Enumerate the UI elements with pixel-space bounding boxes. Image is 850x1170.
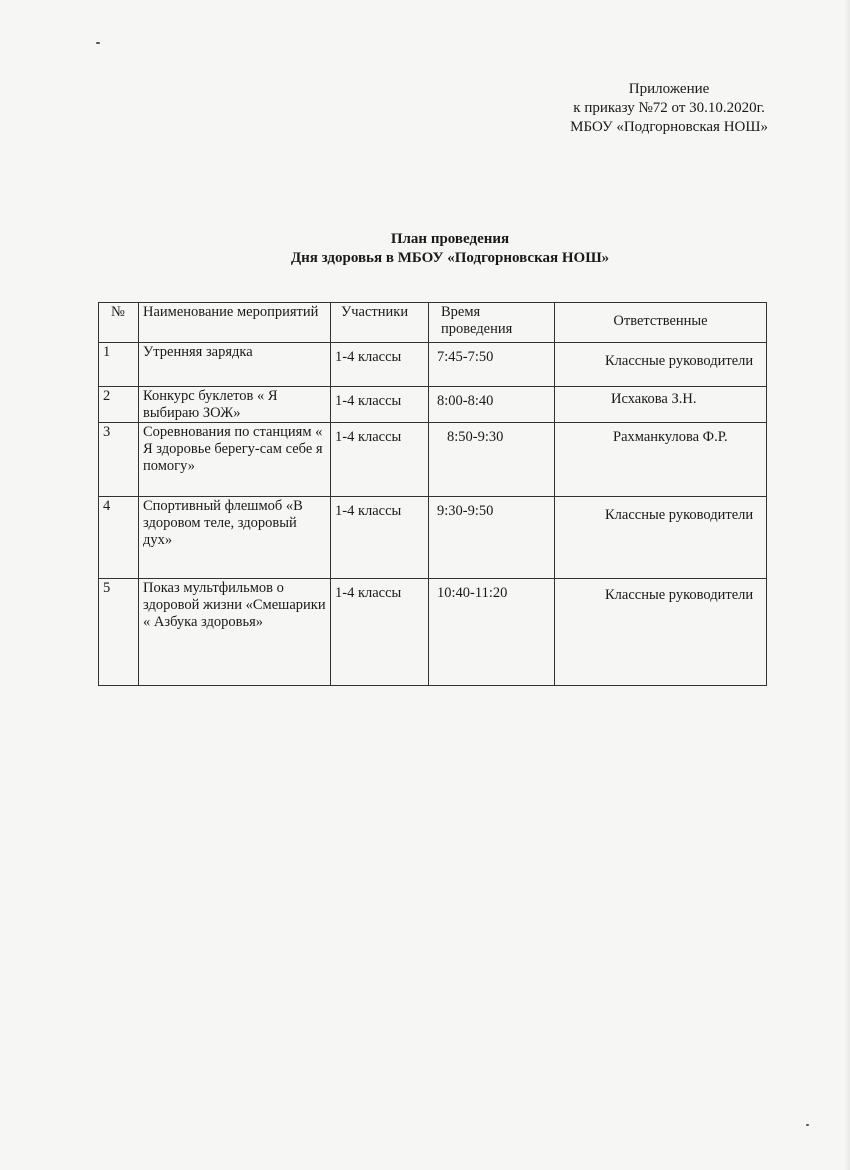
row-num: 4 bbox=[99, 497, 139, 579]
row-num: 2 bbox=[99, 387, 139, 423]
row-time: 10:40-11:20 bbox=[429, 579, 555, 686]
table-header-row bbox=[99, 303, 767, 343]
appendix-line-3: МБОУ «Подгорновская НОШ» bbox=[570, 119, 768, 135]
page-edge-shadow bbox=[844, 0, 850, 1170]
document-title bbox=[0, 230, 850, 268]
row-participants: 1-4 классы bbox=[331, 423, 429, 497]
row-responsible: Классные руководители bbox=[555, 497, 767, 579]
title-line-2: Дня здоровья в МБОУ «Подгорновская НОШ» bbox=[290, 250, 610, 266]
scan-speck bbox=[806, 1124, 809, 1126]
row-participants: 1-4 классы bbox=[331, 579, 429, 686]
row-responsible: Рахманкулова Ф.Р. bbox=[555, 423, 767, 497]
row-name: Показ мультфильмов о здоровой жизни «Смешарики « Азбука здоровья» bbox=[139, 579, 331, 686]
row-name: Соревнования по станциям « Я здоровье берегу-сам себе я помогу» bbox=[139, 423, 331, 497]
header-name: Наименование мероприятий bbox=[139, 303, 331, 343]
row-name: Утренняя зарядка bbox=[139, 343, 331, 387]
table-row bbox=[99, 387, 767, 423]
row-time: 8:50-9:30 bbox=[429, 423, 555, 497]
row-name: Конкурс буклетов « Я выбираю ЗОЖ» bbox=[139, 387, 331, 423]
row-num: 5 bbox=[99, 579, 139, 686]
header-participants: Участники bbox=[331, 303, 429, 343]
appendix-line-2: к приказу №72 от 30.10.2020г. bbox=[573, 100, 765, 116]
table-row bbox=[99, 497, 767, 579]
row-responsible: Классные руководители bbox=[555, 343, 767, 387]
table-row bbox=[99, 343, 767, 387]
table-row bbox=[99, 423, 767, 497]
row-time: 9:30-9:50 bbox=[429, 497, 555, 579]
table-row bbox=[99, 579, 767, 686]
row-num: 1 bbox=[99, 343, 139, 387]
plan-table bbox=[98, 302, 767, 686]
row-time: 7:45-7:50 bbox=[429, 343, 555, 387]
title-line-1: План проведения bbox=[390, 231, 510, 247]
row-num: 3 bbox=[99, 423, 139, 497]
header-responsible: Ответственные bbox=[555, 303, 767, 343]
header-num: № bbox=[99, 303, 139, 343]
header-time: Время проведения bbox=[429, 303, 555, 343]
scan-speck bbox=[96, 42, 100, 44]
row-participants: 1-4 классы bbox=[331, 343, 429, 387]
appendix-block bbox=[570, 80, 768, 137]
row-responsible: Исхакова З.Н. bbox=[555, 387, 767, 423]
row-responsible: Классные руководители bbox=[555, 579, 767, 686]
appendix-line-1: Приложение bbox=[628, 81, 710, 97]
row-name: Спортивный флешмоб «В здоровом теле, здоровый дух» bbox=[139, 497, 331, 579]
row-participants: 1-4 классы bbox=[331, 497, 429, 579]
row-time: 8:00-8:40 bbox=[429, 387, 555, 423]
row-participants: 1-4 классы bbox=[331, 387, 429, 423]
